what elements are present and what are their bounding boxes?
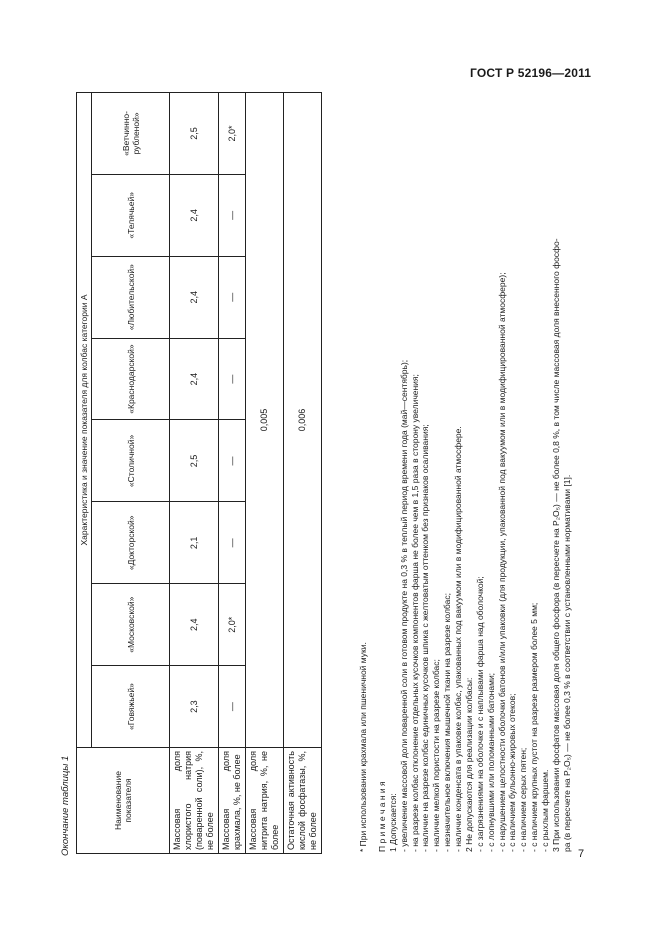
note-line: 2 Не допускаются для реализации колбасы: xyxy=(463,677,474,852)
indicators-table xyxy=(76,92,322,854)
merged-cell-value: 0,006 xyxy=(283,93,321,748)
cell-value: — xyxy=(218,666,245,748)
table-continuation-caption: Окончание таблицы 1 xyxy=(60,755,71,856)
cell-value: 2,5 xyxy=(170,93,219,175)
table-row xyxy=(218,93,245,854)
column-header: «Московской» xyxy=(92,584,170,666)
note-line: 1 Допускается: xyxy=(387,793,398,852)
merged-cell-value: 0,005 xyxy=(245,93,283,748)
note-line: - с наличием бульонно-жировых отеков; xyxy=(507,693,518,852)
rotated-table-block xyxy=(58,88,628,858)
cell-value: — xyxy=(218,502,245,584)
column-header: «Любительской» xyxy=(92,256,170,338)
cell-value: 2,0* xyxy=(218,93,245,175)
note-line: - с наличием крупных пустот на разрезе размером более 5 мм; xyxy=(529,602,540,852)
cell-value: — xyxy=(218,174,245,256)
cell-value: 2,3 xyxy=(170,666,219,748)
cell-value: 2,4 xyxy=(170,256,219,338)
cell-value: — xyxy=(218,420,245,502)
table-row xyxy=(170,93,219,854)
row-name: Массовая доля хлористого натрия (поваренной соли), %, не более xyxy=(170,748,219,854)
note-line: ра (в пересчете на P₂O₅) — не более 0,3 % в соответствии с установленными нормативами [1]. xyxy=(561,474,572,852)
table-row xyxy=(283,93,321,854)
note-line: - наличие мелкой пористости на разрезе колбас; xyxy=(431,659,442,852)
note-line: - на разрезе колбас отклонение отдельных кусочков компонентов фарша не более чем в 1,5 раза в сторону увеличения; xyxy=(409,374,420,852)
row-name: Массовая доля нитрита натрия, %, не более xyxy=(245,748,283,854)
cell-value: — xyxy=(218,256,245,338)
table-row xyxy=(245,93,283,854)
note-line: - с нарушением целостности оболочки батонов и/или упаковки (для продукции, упакованной под вакуумом или в модифицированной атмосфере); xyxy=(496,272,507,852)
cell-value: 2,0* xyxy=(218,584,245,666)
standard-number: ГОСТ Р 52196—2011 xyxy=(470,66,592,80)
note-line: - с наличием серых пятен; xyxy=(518,747,529,852)
footnote: * При использовании крахмала или пшеничной муки. xyxy=(358,642,368,852)
note-line: 3 При использовании фосфатов массовая доля общего фосфора (в пересчете на P₂O₅) — не более 0,8 %, в том числе массовая доля внесенного фосфо- xyxy=(550,238,561,852)
group-column-header: Характеристика и значение показателя для колбас категории А xyxy=(77,93,92,748)
cell-value: 2,1 xyxy=(170,502,219,584)
note-line: - увеличение массовой доли поваренной соли в готовом продукте на 0,3 % в теплый период времени года (май—сентябрь); xyxy=(398,359,409,852)
note-line: - наличие на разрезе колбас единичных кусочков шпика с желтоватым оттенком без признаков осаливания; xyxy=(420,424,431,852)
row-name: Массовая доля крахмала, %, не более xyxy=(218,748,245,854)
name-column-header: Наименование показателя xyxy=(77,748,170,854)
cell-value: 2,4 xyxy=(170,584,219,666)
column-header: «Краснодарской» xyxy=(92,338,170,420)
row-name: Остаточная активность кислой фосфатазы, %, не более xyxy=(283,748,321,854)
cell-value: 2,5 xyxy=(170,420,219,502)
note-line: - с лопнувшими или поломанными батонами; xyxy=(485,672,496,852)
note-line: - наличие конденсата в упаковке колбас, упакованных под вакуумом или в модифицированной атмосфере. xyxy=(453,426,463,852)
column-header: «Говяжьей» xyxy=(92,666,170,748)
note-line: - незначительное включения мышечной ткани на разрезе колбас; xyxy=(442,593,453,852)
column-header: «Ветчинно-рубленой» xyxy=(92,93,170,175)
cell-value: 2,4 xyxy=(170,338,219,420)
page-number: 7 xyxy=(578,848,585,860)
note-line: - с рыхлым фаршем. xyxy=(540,769,550,852)
notes-title: П р и м е ч а н и я xyxy=(376,781,387,852)
column-header: «Телячьей» xyxy=(92,174,170,256)
cell-value: — xyxy=(218,338,245,420)
notes-block xyxy=(358,97,573,852)
cell-value: 2,4 xyxy=(170,174,219,256)
column-header: «Столичной» xyxy=(92,420,170,502)
column-header: «Докторской» xyxy=(92,502,170,584)
note-line: - с загрязнениями на оболочке и с наплывами фарша над оболочкой; xyxy=(474,576,485,852)
